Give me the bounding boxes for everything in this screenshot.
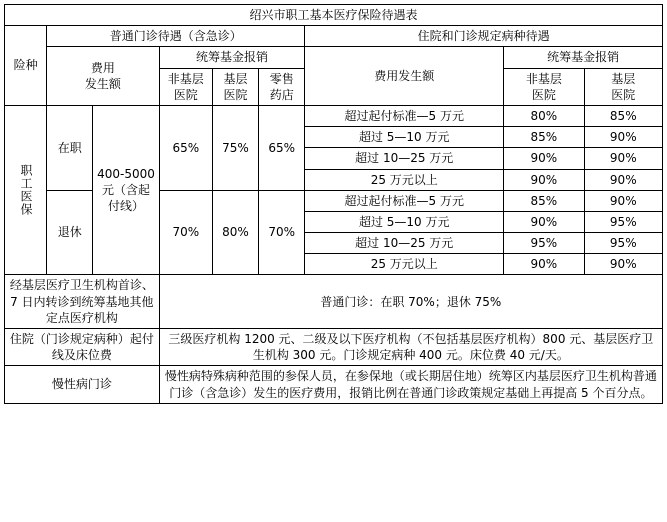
inpatient-retired-non-grassroots-0: 85%: [504, 190, 584, 211]
inpatient-retired-grassroots-3: 90%: [584, 254, 662, 275]
insurance-benefits-document: [0, 4, 667, 522]
header-inpatient-grassroots: [584, 68, 662, 105]
header-pool-fund-inpatient: 统筹基金报销: [504, 47, 663, 68]
header-insurance-type: 险种: [5, 26, 47, 106]
footer-content-chronic: 慢性病特殊病种范围的参保人员，在参保地（或长期居住地）统筹区内基层医疗卫生机构普通门诊（含急诊）发生的医疗费用，报销比例在普通门诊政策规定基础上再提高 5 个百分点。: [159, 366, 662, 403]
footer-label-referral: 经基层医疗卫生机构首诊、7 日内转诊到统筹基地其他定点医疗机构: [5, 275, 160, 329]
table-row: [5, 329, 663, 366]
inpatient-onjob-non-grassroots-2: 90%: [504, 148, 584, 169]
header-non-grassroots-line2: 医院: [173, 87, 198, 102]
header-grassroots-hospital: [212, 68, 258, 105]
table-row: [5, 105, 663, 126]
inpatient-onjob-grassroots-0: 85%: [584, 105, 662, 126]
inpatient-onjob-range-0: 超过起付标准—5 万元: [305, 105, 504, 126]
inpatient-onjob-range-2: 超过 10—25 万元: [305, 148, 504, 169]
inpatient-retired-non-grassroots-3: 90%: [504, 254, 584, 275]
inpatient-onjob-range-3: 25 万元以上: [305, 169, 504, 190]
header-expense-amount-line1: 费用: [90, 60, 115, 75]
header-inpatient-non-grassroots: [504, 68, 584, 105]
table-row: [5, 366, 663, 403]
header-non-grassroots-line1: 非基层: [167, 71, 204, 86]
inpatient-onjob-non-grassroots-1: 85%: [504, 127, 584, 148]
header-row-1: [5, 26, 663, 47]
header-retail-pharmacy-line2: 药店: [269, 87, 294, 102]
inpatient-retired-grassroots-0: 90%: [584, 190, 662, 211]
header-row-2: [5, 47, 663, 68]
outpatient-onjob-grassroots: 75%: [212, 105, 258, 190]
inpatient-retired-grassroots-1: 95%: [584, 211, 662, 232]
header-inpatient-grassroots-line2: 医院: [611, 87, 636, 102]
outpatient-onjob-non-grassroots: 65%: [159, 105, 212, 190]
footer-label-deductible: 住院（门诊规定病种）起付线及床位费: [5, 329, 160, 366]
header-grassroots-line1: 基层: [223, 71, 248, 86]
header-inpatient-grassroots-line1: 基层: [611, 71, 636, 86]
header-grassroots-line2: 医院: [223, 87, 248, 102]
header-retail-pharmacy-line1: 零售: [269, 71, 294, 86]
inpatient-onjob-non-grassroots-3: 90%: [504, 169, 584, 190]
benefits-table: [4, 4, 663, 404]
header-retail-pharmacy: [259, 68, 305, 105]
inpatient-onjob-range-1: 超过 5—10 万元: [305, 127, 504, 148]
side-label-retired: 退休: [47, 190, 93, 275]
page-title: 绍兴市职工基本医疗保险待遇表: [5, 5, 663, 26]
header-expense-amount-line2: 发生额: [84, 77, 121, 92]
title-row: [5, 5, 663, 26]
inpatient-onjob-grassroots-3: 90%: [584, 169, 662, 190]
header-inpatient-expense-amount: 费用发生额: [305, 47, 504, 106]
inpatient-retired-range-3: 25 万元以上: [305, 254, 504, 275]
inpatient-retired-non-grassroots-2: 95%: [504, 233, 584, 254]
outpatient-retired-grassroots: 80%: [212, 190, 258, 275]
footer-content-referral: 普通门诊：在职 70%；退休 75%: [159, 275, 662, 329]
outpatient-retired-non-grassroots: 70%: [159, 190, 212, 275]
header-expense-amount: [47, 47, 159, 106]
header-inpatient-group: 住院和门诊规定病种待遇: [305, 26, 663, 47]
table-row: [5, 275, 663, 329]
footer-content-deductible: 三级医疗机构 1200 元、二级及以下医疗机构（不包括基层医疗机构）800 元、基层医疗卫生机构 300 元。门诊规定病种 400 元。床位费 40 元/天。: [159, 329, 662, 366]
inpatient-retired-non-grassroots-1: 90%: [504, 211, 584, 232]
inpatient-retired-range-1: 超过 5—10 万元: [305, 211, 504, 232]
side-label-on-the-job: 在职: [47, 105, 93, 190]
inpatient-onjob-grassroots-1: 90%: [584, 127, 662, 148]
footer-label-chronic: 慢性病门诊: [5, 366, 160, 403]
side-label-text: 职工医保: [18, 164, 33, 217]
inpatient-onjob-non-grassroots-0: 80%: [504, 105, 584, 126]
side-label-employee-insurance: [5, 105, 47, 275]
header-pool-fund-outpatient: 统筹基金报销: [159, 47, 305, 68]
header-outpatient-group: 普通门诊待遇（含急诊）: [47, 26, 305, 47]
outpatient-onjob-pharmacy: 65%: [259, 105, 305, 190]
outpatient-expense-range: 400-5000元（含起付线）: [93, 105, 159, 275]
inpatient-retired-grassroots-2: 95%: [584, 233, 662, 254]
inpatient-onjob-grassroots-2: 90%: [584, 148, 662, 169]
inpatient-retired-range-0: 超过起付标准—5 万元: [305, 190, 504, 211]
header-inpatient-non-grassroots-line2: 医院: [531, 87, 556, 102]
inpatient-retired-range-2: 超过 10—25 万元: [305, 233, 504, 254]
header-non-grassroots-hospital: [159, 68, 212, 105]
outpatient-retired-pharmacy: 70%: [259, 190, 305, 275]
header-inpatient-non-grassroots-line1: 非基层: [525, 71, 562, 86]
